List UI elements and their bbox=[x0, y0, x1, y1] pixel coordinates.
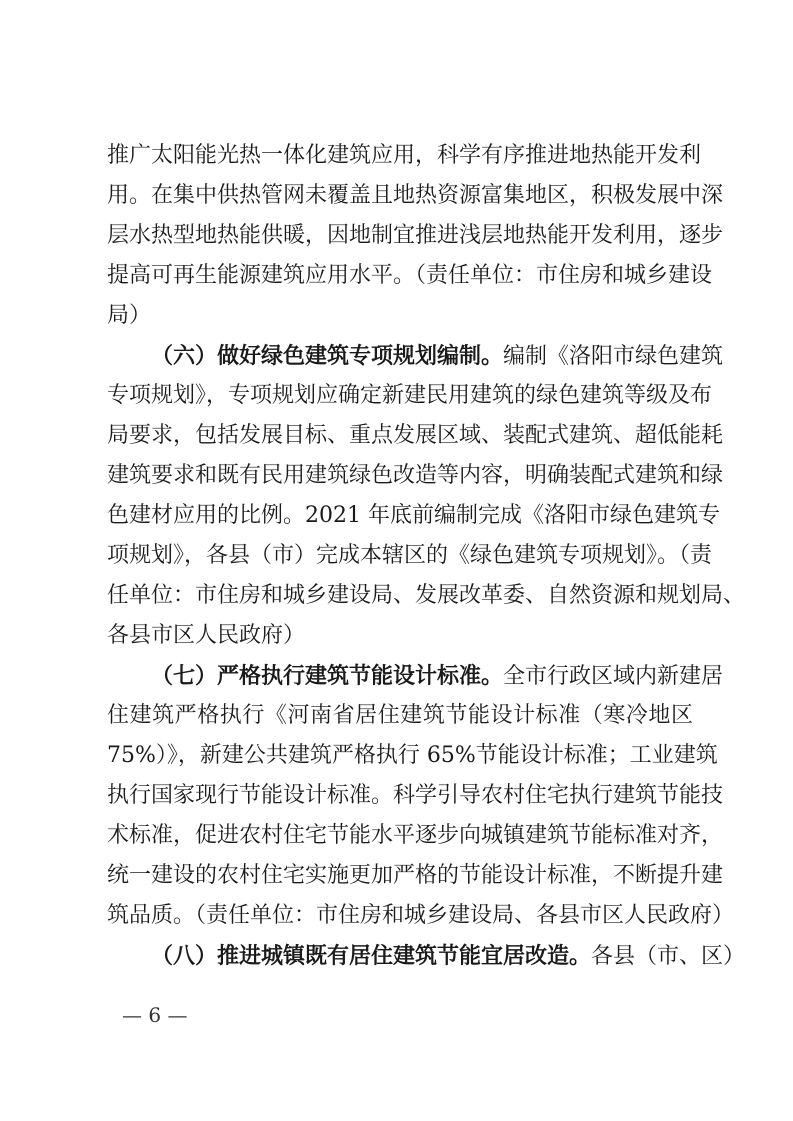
text-line: 色建材应用的比例。2021 年底前编制完成《洛阳市绿色建筑专 bbox=[107, 503, 720, 528]
text-line: 专项规划》，专项规划应确定新建民用建筑的绿色建筑等级及布 bbox=[107, 383, 713, 408]
text-line: 推广太阳能光热一体化建筑应用，科学有序推进地热能开发利 bbox=[107, 143, 702, 168]
text-line: 提高可再生能源建筑应用水平。（责任单位：市住房和城乡建设 bbox=[107, 263, 713, 288]
text-line: 项规划》，各县（市）完成本辖区的《绿色建筑专项规划》。（责 bbox=[107, 543, 713, 568]
section-heading: （六）做好绿色建筑专项规划编制。 bbox=[151, 343, 504, 369]
section-first-line bbox=[107, 656, 724, 696]
text-line: 各县市区人民政府） bbox=[107, 623, 306, 648]
text-line: 75%）》，新建公共建筑严格执行 65%节能设计标准；工业建筑 bbox=[107, 743, 718, 768]
text-line: 筑品质。（责任单位：市住房和城乡建设局、各县市区人民政府） bbox=[107, 903, 735, 928]
text-line: 住建筑严格执行《河南省居住建筑节能设计标准（寒冷地区 bbox=[107, 703, 693, 728]
text-line: 建筑要求和既有民用建筑绿色改造等内容，明确装配式建筑和绿 bbox=[107, 463, 724, 488]
section-heading: （七）严格执行建筑节能设计标准。 bbox=[151, 663, 504, 689]
section-first-line bbox=[107, 936, 746, 976]
text-span: 编制《洛阳市绿色建筑 bbox=[503, 344, 724, 369]
text-line: 局） bbox=[107, 303, 152, 328]
paragraph-section-7 bbox=[107, 656, 735, 936]
page-number: — 6 — bbox=[122, 1003, 188, 1027]
text-line: 统一建设的农村住宅实施更加严格的节能设计标准，不断提升建 bbox=[107, 863, 724, 888]
text-span: 全市行政区域内新建居 bbox=[503, 664, 724, 689]
document-body bbox=[107, 136, 746, 976]
section-first-line bbox=[107, 336, 724, 376]
text-span: 各县（市、区） bbox=[591, 944, 746, 969]
section-heading: （八）推进城镇既有居住建筑节能宜居改造。 bbox=[151, 943, 592, 969]
paragraph-renewable-energy bbox=[107, 136, 724, 336]
text-line: 执行国家现行节能设计标准。科学引导农村住宅执行建筑节能技 bbox=[107, 783, 724, 808]
text-line: 层水热型地热能供暖，因地制宜推进浅层地热能开发利用，逐步 bbox=[107, 223, 724, 248]
text-line: 用。在集中供热管网未覆盖且地热资源富集地区，积极发展中深 bbox=[107, 183, 724, 208]
paragraph-section-6 bbox=[107, 336, 746, 656]
text-line: 术标准，促进农村住宅节能水平逐步向城镇建筑节能标准对齐， bbox=[107, 823, 724, 848]
text-line: 局要求，包括发展目标、重点发展区域、装配式建筑、超低能耗 bbox=[107, 423, 724, 448]
paragraph-section-8 bbox=[107, 936, 746, 976]
text-line: 任单位：市住房和城乡建设局、发展改革委、自然资源和规划局、 bbox=[107, 583, 746, 608]
